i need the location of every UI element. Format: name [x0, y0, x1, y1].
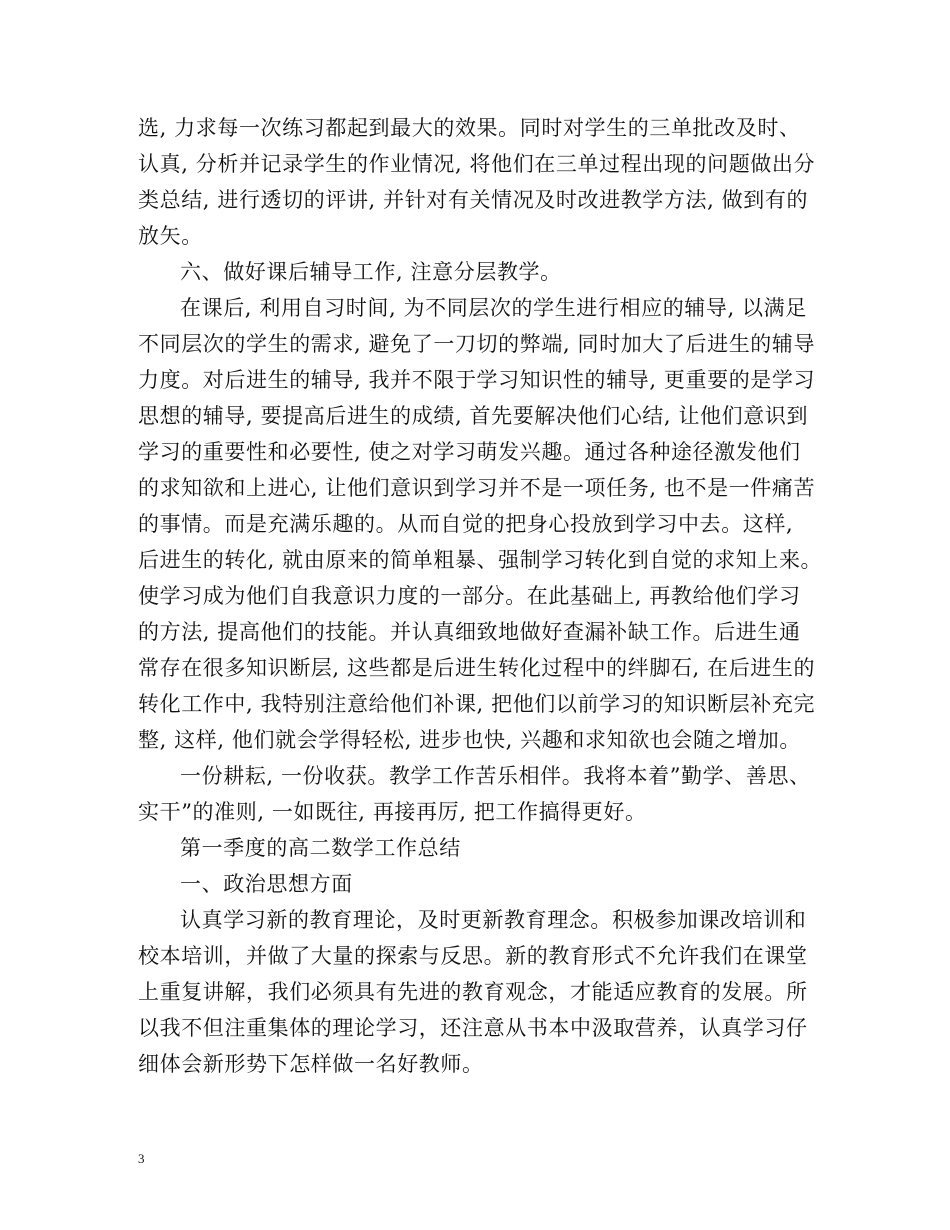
text-line: 常存在很多知识断层, 这些都是后进生转化过程中的绊脚石, 在后进生的: [138, 656, 816, 680]
text-line: 放矢。: [138, 224, 203, 248]
text-line: 校本培训，并做了大量的探索与反思。新的教育形式不允许我们在课堂: [138, 944, 808, 968]
text-line: 以我不但注重集体的理论学习，还注意从书本中汲取营养，认真学习仔: [138, 1016, 808, 1040]
text-line: 实干”的准则, 一如既往, 再接再厉, 把工作搞得更好。: [138, 800, 647, 824]
text-line: 的求知欲和上进心, 让他们意识到学习并不是一项任务, 也不是一件痛苦: [138, 476, 816, 500]
text-line: 不同层次的学生的需求, 避免了一刀切的弊端, 同时加大了后进生的辅导: [138, 332, 816, 356]
text-line: 认真学习新的教育理论，及时更新教育理念。积极参加课改培训和: [180, 908, 807, 932]
text-line: 在课后, 利用自习时间, 为不同层次的学生进行相应的辅导, 以满足: [180, 296, 807, 320]
text-line: 学习的重要性和必要性, 使之对学习萌发兴趣。通过各种途径激发他们: [138, 440, 801, 464]
text-line: 细体会新形势下怎样做一名好教师。: [138, 1052, 484, 1076]
text-line: 思想的辅导, 要提高后进生的成绩, 首先要解决他们心结, 让他们意识到: [138, 404, 809, 428]
text-line: 整, 这样, 他们就会学得轻松, 进步也快, 兴趣和求知欲也会随之增加。: [138, 728, 801, 752]
text-line: 选, 力求每一次练习都起到最大的效果。同时对学生的三单批改及时、: [138, 116, 801, 140]
section-heading: 一、政治思想方面: [180, 872, 353, 896]
text-line: 的事情。而是充满乐趣的。从而自觉的把身心投放到学习中去。这样,: [138, 512, 794, 536]
text-line: 转化工作中, 我特别注意给他们补课, 把他们以前学习的知识断层补充完: [138, 692, 816, 716]
text-line: 一份耕耘, 一份收获。教学工作苦乐相伴。我将本着”勤学、善思、: [180, 764, 811, 788]
text-line: 的方法, 提高他们的技能。并认真细致地做好查漏补缺工作。后进生通: [138, 620, 801, 644]
text-line: 后进生的转化, 就由原来的简单粗暴、强制学习转化到自觉的求知上来。: [138, 548, 823, 572]
text-line: 认真, 分析并记录学生的作业情况, 将他们在三单过程出现的问题做出分: [138, 152, 816, 176]
text-line: 力度。对后进生的辅导, 我并不限于学习知识性的辅导, 更重要的是学习: [138, 368, 816, 392]
text-line: 上重复讲解，我们必须具有先进的教育观念，才能适应教育的发展。所: [138, 980, 808, 1004]
document-title: 第一季度的高二数学工作总结: [180, 836, 461, 860]
text-line: 使学习成为他们自我意识力度的一部分。在此基础上, 再教给他们学习: [138, 584, 801, 608]
page-number: 3: [138, 1151, 145, 1166]
section-heading: 六、做好课后辅导工作, 注意分层教学。: [180, 260, 562, 284]
text-line: 类总结, 进行透切的评讲, 并针对有关情况及时改进教学方法, 做到有的: [138, 188, 809, 212]
